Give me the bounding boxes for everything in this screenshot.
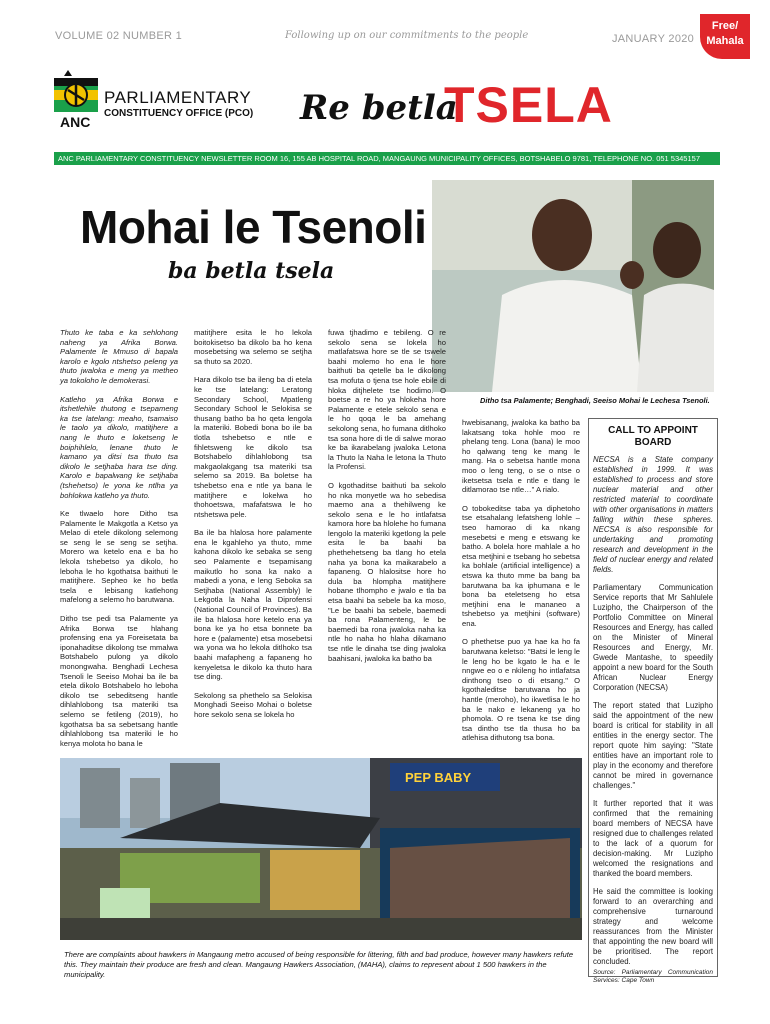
article-paragraph: O phethetse puo ya hae ka ho fa barutwana keletso: "Batsi le leng le le leng ho be kgato le ha e le nngwe eo o e nkileng ho intlafatsa dinthong tseo o di etsang." O kgothaleditse barutwana ho ja hantle (meroho), ho ikwetlisa le ho ba le nako e lekaneng ya ho phomola. O re tsena ke tse ding tsa dintho tse tla thusa ho ba atlehisa dithutong tsa bona. (462, 637, 580, 743)
market-photo (60, 758, 582, 940)
pco-subtitle: CONSTITUENCY OFFICE (PCO) (104, 108, 254, 119)
sidebar-intro: NECSA is a State company established in 1999. It was established to process and store nuclear material and other restricted material to coordinate with other organisations in matters falling within these spheres. NECSA is also responsible for undertaking and promoting research and development in the field of nuclear energy and related fields. (593, 455, 713, 574)
article-paragraph: O kgothaditse baithuti ba sekolo ho nka monyetle wa ho sebedisa maemo ana a thehilweng ke sekolo sena e le ho intlafatsa kamora hore ba hlolehe ho fumana lengolo la materiki kgetlong la pele esita le ba baahi ba phethehetseng ba tlang ho etela naha ya bona ka maikarabelo a fapaneng. O hlalositse hore ho dula ba hlompha matitjhere hobane tlhompho e jwalo e tla ba etsa baahi ba sebele ba ka moso, "Le be baahi ba sebele, baemedi ba rona Palamenteng, le be baemedi ba rona jwaloka naha ka ntle ho naha ho hlaha dikamano tse ntle le dinaha tse ding jwaloka baahisani, jwaloka ka batho ba (328, 480, 446, 663)
article-column-2 (194, 328, 312, 729)
brand-tsela: TSELA (444, 77, 613, 133)
sidebar-title-line2: BOARD (634, 437, 672, 448)
sidebar-paragraph: Parliamentary Communication Service reports that Mr Sahlulele Luzipho, the Chairperson of the Portfolio Committee on Mineral Resources and Energy, has called on the Minister of Mineral Resources and Energy, Mr. Gwede Mantashe, to speedily appoint a new board for the South African Nuclear Energy Corporation (NECSA) (593, 583, 713, 692)
article-headline: Mohai le Tsenoli (80, 201, 427, 253)
sidebar-body (589, 449, 717, 985)
article-subhead: ba betla tsela (168, 258, 335, 284)
sidebar-title-line1: CALL TO APPOINT (608, 425, 698, 436)
issue-date: JANUARY 2020 (612, 33, 695, 45)
necsa-sidebar (588, 418, 718, 984)
tagline: Following up on our commitments to the people (285, 30, 529, 41)
article-column-3 (328, 328, 446, 672)
anc-logo (54, 70, 98, 130)
brand-re-betla: Re betla (300, 88, 458, 128)
pco-title: PARLIAMENTARY (104, 88, 252, 107)
article-paragraph: O tobokeditse taba ya diphetoho tse etsahalang lefatsheng lohle – tseo hamorao di ka nkang mesebetsi e meng e etswang ke batho. A bolela hore mahlale a ho etsa metjhini e tsebang ho sebetsa ka bohlale (artificial intelligence) a etswa ka thuto mme ba bang ba barutwana ba ka iphumana e le bona ba eteletseng ho etsa metjhini ena le mananeo a tshebetso ya metjhini (software) ena. (462, 503, 580, 628)
badge-line1: Free/ (711, 20, 739, 32)
sidebar-paragraph: It further reported that it was confirmed that the remaining board members of NECSA have resigned due to challenges related to the lack of a quorum for decision-making. Mr Luzipho welcomed the resignations and thanked the board members. (593, 799, 713, 878)
photo-caption: Ditho tsa Palamente; Benghadi, Seeiso Mohai le Lechesa Tsenoli. (480, 396, 710, 405)
market-sign: PEP BABY (405, 770, 472, 785)
market-photo-image (60, 758, 582, 940)
article-column-1 (60, 328, 178, 757)
officials-photo-image (432, 180, 714, 392)
sidebar-paragraph: The report stated that Luzipho said the appointment of the new board is critical for stability in all entities in the energy sector. The report quote him saying: "State entities have an important role to play in the economy and therefore cannot be mired in governance challenges." (593, 701, 713, 790)
article-paragraph: Thuto ke taba e ka sehlohong naheng ya Afrika Borwa. Palamente le Mmuso di bapala karolo e kgolo ntshetso peleng ya thuto jwaloka e meng ya metheo ya tokoloho le demokerasi. (60, 328, 178, 385)
article-paragraph: matitjhere esita le ho lekola boitokisetso ba dikolo ba ho kena mosebetsing wa selemo se setjha sa thuto sa 2020. (194, 328, 312, 366)
article-paragraph: Ke tlwaelo hore Ditho tsa Palamente le Makgotla a Ketso ya Melao di etele dikolong selemong se seng le se seng se setjha. Morero wa ketelo ena e ba ho lekola tshebetso ya dikolo, ho leboha le ho kgothatsa baithuti le matitjhere. Sepheo ke ho betla tsela e lebisang katlehong mafelong a selemo ho barutwana. (60, 509, 178, 605)
anc-logo-text: ANC (60, 114, 91, 130)
officials-photo (432, 180, 714, 392)
article-paragraph: fuwa tjhadimo e tebileng. O re sekolo sena se lokela ho matlafatswa hore se tle se tswele baahi molemo ho ena le hore baithuti ba qetelle ba le dikolong tsa mofuta o tjena tse hole ebile di hloka ditjhelete tse hodimo. O boetse a re ho ya hlokeha hore Palamente e etele sekolo sena e le ho qoqa le ba amehang sekolong sena, ho fumana ditlhoko tsa sona hore di tle di salwe morao ke ba ikarabelang jwaloka Letona la Thuto la Naha le letona la Thuto la Profensi. (328, 328, 446, 472)
badge-line2: Mahala (706, 35, 744, 47)
article-paragraph: Katleho ya Afrika Borwa e itshetlehile thutong e tsepameng ka tse latelang: meaho, tsamaiso le taolo ya dikolo, matitjhere a nang le thuto e loketseng le boiphihlelo, lenane thuto le kamano ya ditsi tsa thuto tsa dikolo le setjhaba hara tse ding. Karolo e bapalwang ke setjhaba (tshehetso) le yona ke ntlha ya bohlokwa katleho ya thuto. (60, 394, 178, 500)
article-paragraph: Ditho tse pedi tsa Palamente ya Afrika Borwa tse hlahang profensing ena ya Foreisetata ba iponahaditse dikolong tse mmalwa Botshabelo pulong ya dikolo monongwaha. Benghadi Lechesa Tsenoli le Seeiso Mohai ba ile ba etela dikolo Botshabelo ho leboha dikolo tse sebeditseng hantle dihlahlobong tsa materiki tsa selemo se fetileng (2019), ho kgothatsa ba sa sebetsang hantle dihlahlobong tsa materiki le ho kenya molota ho bana le (60, 614, 178, 748)
article-paragraph: Hara dikolo tse ba ileng ba di etela ke tse latelang: Leratong Secondary School, Mpatleng Secondary School le Selokisa se thusang batho ba ho qeta lengola la materiki. Bobedi bona bo ile ba tlotla tshebetso e ntle e fihletsweng ke dikolo tsa Botshabelo dihlahlobong tsa makgaolakgang tsa materiki tsa selemo sa 2019. Ba boletse ha tshebetso ena e ntle ya bana le matitjhere e lokelwa ho thohoetswa, mafafatswa le ho ntshetswa pele. (194, 375, 312, 519)
free-badge (700, 14, 750, 59)
article-paragraph: Sekolong sa phethelo sa Selokisa Monghadi Seeiso Mohai o boletse hore sekolo sena se lokela ho (194, 690, 312, 719)
article-paragraph: Ba ile ba hlalosa hore palamente ena le kgahleho ya thuto, mme kahona dikolo ke sebaka se seng seo Palamente e tsepamisang maikutlo ho sona ka nako a mabedi a yona, e leng Seboka sa Setjhaba (National Assembly) le Lekgotla la Naha la Diprofensi (National Council of Provinces). Ba ile ba hlalosa hore ketelo ena ya bona ke ya ho etsa bonnete ba hore e (palamente) etsa mosebetsi wa yona wa ho lekola ditlhoko tsa baahi mafapheng a fapaneng ho kenyeletsa le dikolo ka thuto hara tse ding. (194, 528, 312, 682)
sidebar-title (589, 425, 717, 449)
volume-label: VOLUME 02 NUMBER 1 (55, 30, 183, 42)
sidebar-source: Source: Parliamentary Communication Services: Cape Town (593, 969, 713, 984)
article-paragraph: hwebisanang, jwaloka ka batho ba lakatsang toka hohle moo re phelang teng. Lona (bana) le moo ho qalwang teng ke mang le mang. Ha o sebetsa hantle mona moo o leng teng, o se o ntse o iketsetsa tsela e ntle e tlang le ditlamorao tse ntle…" A rialo. (462, 418, 580, 495)
article-column-4 (462, 418, 580, 752)
sidebar-paragraph: He said the committee is looking forward to an overarching and comprehensive turnaround strategy and welcome reassurances from the Minister that appointing the new board will be prioritised. The report concluded. (593, 887, 713, 966)
market-photo-caption: There are complaints about hawkers in Mangaung metro accused of being responsible for littering, filth and bad produce, however many hawkers refute this. They maintain their produce are fresh and clean. Mangaung Hawkers Association, (MAHA), claims to represent about 1 500 hawkers in the municipality. (64, 950, 574, 979)
address-bar: ANC PARLIAMENTARY CONSTITUENCY NEWSLETTER ROOM 16, 155 AB HOSPITAL ROAD, MANGAUNG MUNICIPALITY OFFICES, BOTSHABELO 9781, TELEPHONE NO. 051 5345157 (54, 152, 720, 165)
